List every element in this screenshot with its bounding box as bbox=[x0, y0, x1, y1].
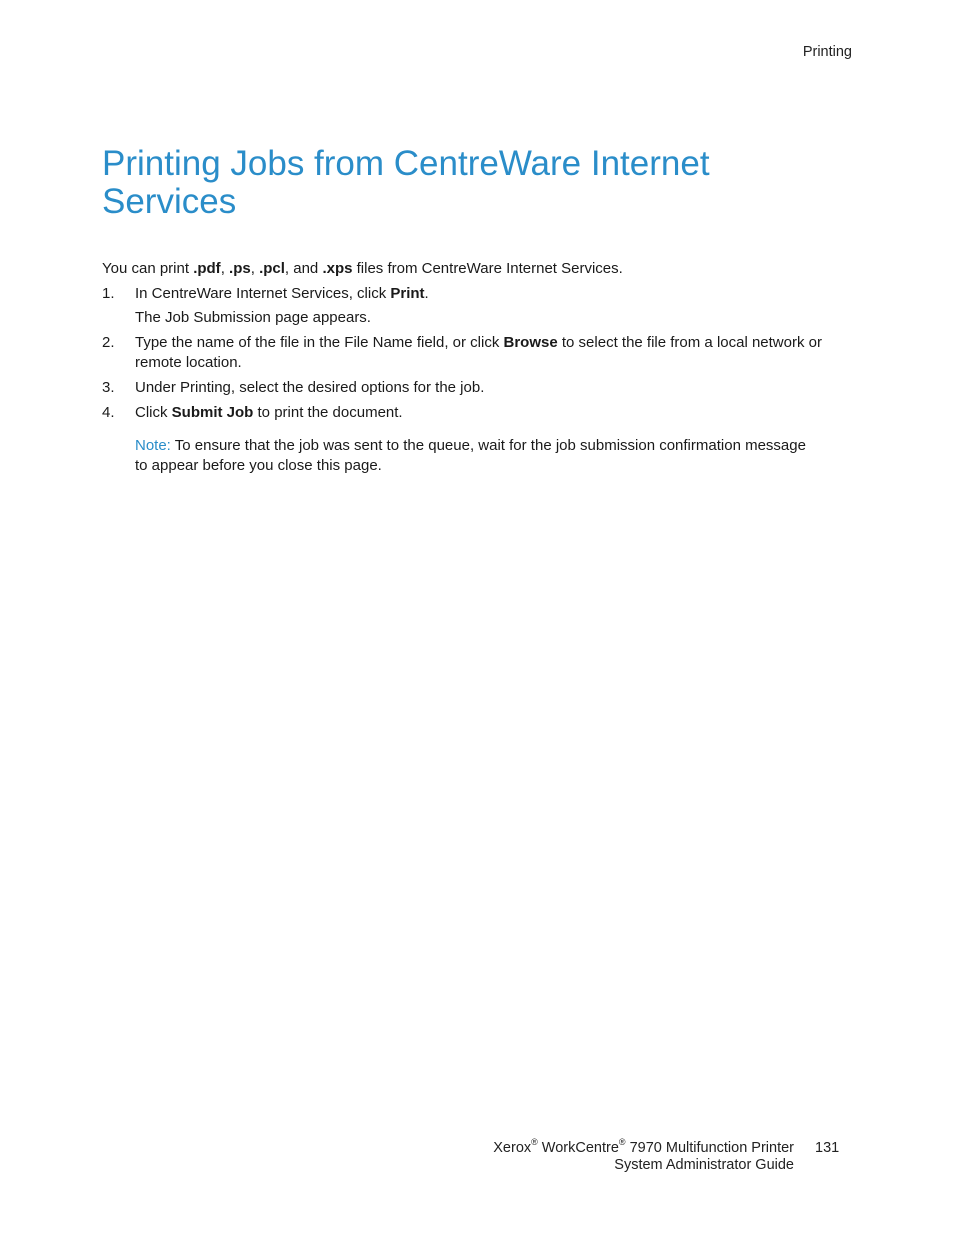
step-3 bbox=[102, 378, 822, 398]
step-text: Click bbox=[135, 404, 172, 421]
note bbox=[102, 436, 815, 476]
ext-pdf: .pdf bbox=[193, 260, 221, 277]
step-number: 3. bbox=[102, 379, 115, 396]
ui-term-print: Print bbox=[390, 285, 425, 302]
footer-product-line bbox=[493, 1137, 794, 1157]
registered-mark: ® bbox=[618, 1137, 626, 1148]
step-number: 1. bbox=[102, 285, 115, 302]
intro-sep: , bbox=[250, 260, 260, 277]
step-text: to select the file from a local network or remote location. bbox=[135, 334, 822, 371]
intro-prefix: You can print bbox=[102, 260, 194, 277]
note-text: To ensure that the job was sent to the queue, wait for the job submission confirmation message to appear before you close this page. bbox=[135, 437, 806, 474]
footer-model: 7970 Multifunction Printer bbox=[625, 1140, 794, 1156]
running-header bbox=[803, 44, 852, 60]
footer-brand: Xerox bbox=[493, 1140, 532, 1156]
step-text: Under Printing, select the desired options for the job. bbox=[135, 379, 485, 396]
step-text: to print the document. bbox=[253, 404, 403, 421]
step-2 bbox=[102, 333, 822, 373]
step-4 bbox=[102, 403, 822, 423]
footer bbox=[493, 1137, 794, 1174]
page-number: 131 bbox=[815, 1140, 840, 1156]
intro-sep: , bbox=[220, 260, 230, 277]
ui-term-browse: Browse bbox=[503, 334, 558, 351]
note-label: Note: bbox=[135, 437, 171, 454]
step-1 bbox=[102, 284, 822, 304]
ui-term-submit-job: Submit Job bbox=[171, 404, 254, 421]
footer-guide: System Administrator Guide bbox=[614, 1157, 794, 1173]
ext-pcl: .pcl bbox=[259, 260, 285, 277]
intro-paragraph bbox=[102, 259, 822, 279]
step-text: Type the name of the file in the File Name field, or click bbox=[135, 334, 504, 351]
step-1-result: The Job Submission page appears. bbox=[135, 309, 371, 326]
steps-list bbox=[102, 284, 822, 476]
step-number: 2. bbox=[102, 334, 115, 351]
ext-ps: .ps bbox=[229, 260, 251, 277]
intro-sep: , and bbox=[284, 260, 323, 277]
step-text: In CentreWare Internet Services, click bbox=[135, 285, 391, 302]
step-text: . bbox=[424, 285, 429, 302]
ext-xps: .xps bbox=[322, 260, 353, 277]
intro-suffix: files from CentreWare Internet Services. bbox=[352, 260, 623, 277]
registered-mark: ® bbox=[531, 1137, 538, 1148]
step-number: 4. bbox=[102, 404, 115, 421]
section-name: Printing bbox=[802, 44, 852, 60]
footer-product: WorkCentre bbox=[537, 1140, 619, 1156]
page-title: Printing Jobs from CentreWare Internet Services bbox=[102, 144, 710, 221]
